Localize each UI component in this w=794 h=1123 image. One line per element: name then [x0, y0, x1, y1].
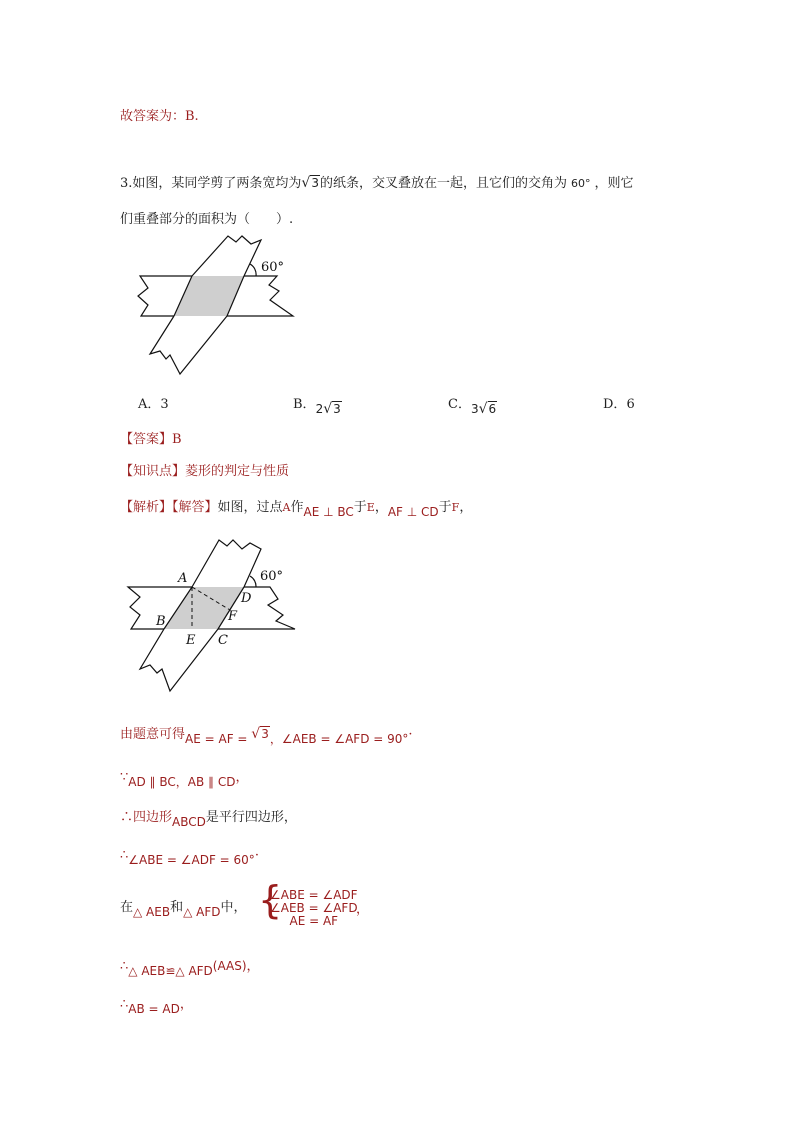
overlap-region	[174, 276, 244, 316]
step-1: 由题意可得AE = AF = √3，∠AEB = ∠AFD = 90°·	[120, 726, 413, 746]
answer-line: 【答案】B	[120, 432, 182, 447]
point-a: A	[178, 571, 188, 586]
option-d[interactable]: D．6	[603, 397, 635, 412]
strip-slant-top	[192, 236, 261, 276]
question-angle: 60°	[570, 177, 591, 190]
question-line-2: 们重叠部分的面积为（ ）.	[120, 212, 294, 227]
answer-value: B	[172, 432, 182, 447]
angle-label-60-2: 60°	[260, 569, 284, 584]
strip-slant-bottom-2	[140, 629, 218, 691]
step-5: 在△ AEB和△ AFD中，	[120, 900, 247, 919]
analysis-line: 【解析】【解答】如图，过点A作AE ⊥ BC于E，AF ⊥ CD于F，	[120, 500, 473, 519]
point-d: D	[241, 591, 252, 606]
sqrt-3: √3	[301, 175, 319, 191]
step-6: ∴△ AEB≌△ AFD(AAS)，	[120, 959, 260, 978]
option-c[interactable]: C．3√6	[448, 397, 497, 417]
point-e: E	[186, 633, 196, 648]
question-text-end: ，则它	[594, 176, 634, 191]
question-text-mid: 的纸条，交叉叠放在一起，且它们的交角为	[319, 176, 567, 191]
angle-arc-2	[250, 576, 256, 587]
figure-paper-strips	[130, 230, 310, 378]
question-text: 3.如图，某同学剪了两条宽均为	[120, 176, 302, 191]
strip-slant-bottom	[150, 316, 227, 374]
option-a[interactable]: A．3	[138, 397, 169, 412]
knowledge-line: 【知识点】菱形的判定与性质	[120, 464, 290, 479]
angle-label-60: 60°	[261, 260, 285, 275]
point-f: F	[228, 609, 238, 624]
step-4: ∴∠ABE = ∠ADF = 60°·	[120, 848, 259, 867]
angle-arc	[250, 264, 256, 276]
option-b[interactable]: B．2√3	[293, 397, 341, 417]
question-line-1	[120, 172, 634, 191]
step-3: ∴四边形ABCD是平行四边形，	[120, 810, 297, 829]
step-7: ∴AB = AD，	[120, 997, 193, 1016]
figure-labeled-rhombus	[120, 535, 310, 695]
point-c: C	[218, 633, 228, 648]
point-b: B	[156, 614, 166, 629]
previous-answer: 故答案为：B.	[120, 109, 199, 124]
strip-slant-top-2	[192, 540, 261, 587]
knowledge-point: 菱形的判定与性质	[185, 464, 290, 479]
step-2: ∵AD ∥ BC，AB ∥ CD，	[120, 770, 249, 789]
